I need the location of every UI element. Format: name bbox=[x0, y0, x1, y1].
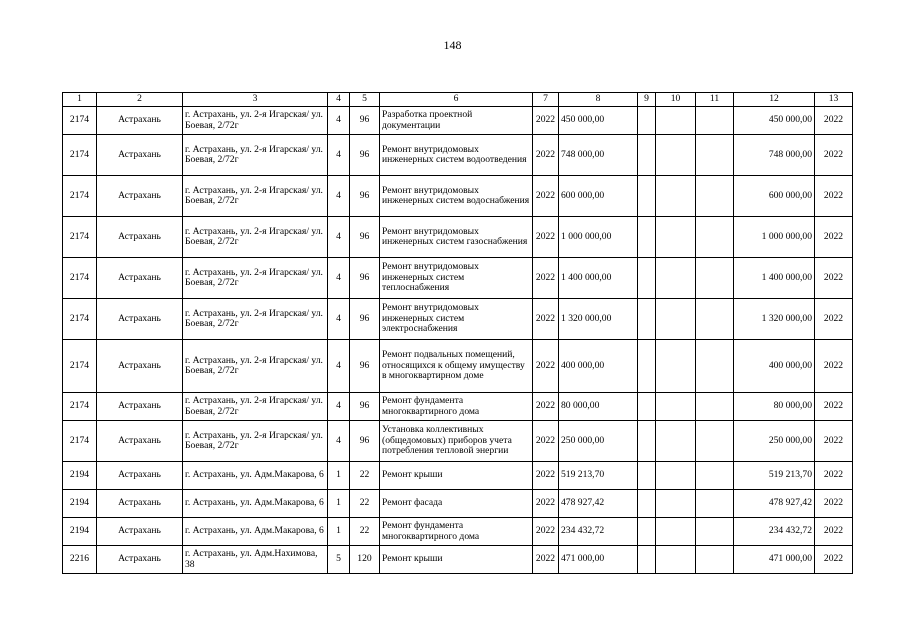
total-cost-cell: 234 432,72 bbox=[559, 518, 638, 546]
column-10-cell bbox=[656, 518, 696, 546]
floors-cell: 4 bbox=[328, 176, 350, 217]
total-cost-cell: 450 000,00 bbox=[559, 107, 638, 135]
floors-cell: 4 bbox=[328, 217, 350, 258]
column-11-cell bbox=[696, 258, 734, 299]
year-cell: 2022 bbox=[533, 299, 559, 340]
address-cell: г. Астрахань, ул. Адм.Макарова, 6 bbox=[183, 490, 328, 518]
column-9-cell bbox=[638, 490, 656, 518]
completion-year-cell: 2022 bbox=[815, 462, 853, 490]
table-row bbox=[63, 176, 853, 217]
floors-cell: 1 bbox=[328, 518, 350, 546]
object-id-cell: 2174 bbox=[63, 135, 97, 176]
city-cell: Астрахань bbox=[97, 258, 183, 299]
funding-cell: 478 927,42 bbox=[734, 490, 815, 518]
address-cell: г. Астрахань, ул. Адм.Нахимова, 38 bbox=[183, 546, 328, 574]
city-cell: Астрахань bbox=[97, 462, 183, 490]
floors-cell: 4 bbox=[328, 299, 350, 340]
column-header: 3 bbox=[183, 93, 328, 107]
address-cell: г. Астрахань, ул. 2-я Игарская/ ул. Боевая, 2/72г bbox=[183, 421, 328, 462]
column-header: 2 bbox=[97, 93, 183, 107]
page-number: 148 bbox=[443, 38, 462, 52]
repair-schedule-table bbox=[62, 92, 853, 574]
column-11-cell bbox=[696, 107, 734, 135]
object-id-cell: 2174 bbox=[63, 217, 97, 258]
column-11-cell bbox=[696, 546, 734, 574]
floors-cell: 4 bbox=[328, 393, 350, 421]
total-cost-cell: 748 000,00 bbox=[559, 135, 638, 176]
funding-cell: 1 000 000,00 bbox=[734, 217, 815, 258]
column-10-cell bbox=[656, 393, 696, 421]
column-10-cell bbox=[656, 490, 696, 518]
object-id-cell: 2194 bbox=[63, 462, 97, 490]
table-row bbox=[63, 107, 853, 135]
completion-year-cell: 2022 bbox=[815, 176, 853, 217]
apartments-cell: 96 bbox=[350, 340, 380, 393]
apartments-cell: 96 bbox=[350, 176, 380, 217]
floors-cell: 4 bbox=[328, 340, 350, 393]
column-header: 8 bbox=[559, 93, 638, 107]
column-10-cell bbox=[656, 217, 696, 258]
completion-year-cell: 2022 bbox=[815, 546, 853, 574]
column-9-cell bbox=[638, 299, 656, 340]
total-cost-cell: 1 000 000,00 bbox=[559, 217, 638, 258]
completion-year-cell: 2022 bbox=[815, 217, 853, 258]
completion-year-cell: 2022 bbox=[815, 340, 853, 393]
completion-year-cell: 2022 bbox=[815, 393, 853, 421]
work-type-cell: Ремонт фундамента многоквартирного дома bbox=[380, 518, 533, 546]
work-type-cell: Ремонт внутридомовых инженерных систем газоснабжения bbox=[380, 217, 533, 258]
apartments-cell: 96 bbox=[350, 258, 380, 299]
address-cell: г. Астрахань, ул. 2-я Игарская/ ул. Боевая, 2/72г bbox=[183, 393, 328, 421]
table-row bbox=[63, 490, 853, 518]
year-cell: 2022 bbox=[533, 518, 559, 546]
funding-cell: 80 000,00 bbox=[734, 393, 815, 421]
column-10-cell bbox=[656, 421, 696, 462]
funding-cell: 450 000,00 bbox=[734, 107, 815, 135]
work-type-cell: Ремонт фундамента многоквартирного дома bbox=[380, 393, 533, 421]
total-cost-cell: 1 400 000,00 bbox=[559, 258, 638, 299]
column-9-cell bbox=[638, 135, 656, 176]
table-row bbox=[63, 340, 853, 393]
apartments-cell: 96 bbox=[350, 421, 380, 462]
column-9-cell bbox=[638, 217, 656, 258]
floors-cell: 4 bbox=[328, 258, 350, 299]
address-cell: г. Астрахань, ул. 2-я Игарская/ ул. Боевая, 2/72г bbox=[183, 340, 328, 393]
column-9-cell bbox=[638, 462, 656, 490]
address-cell: г. Астрахань, ул. Адм.Макарова, 6 bbox=[183, 462, 328, 490]
funding-cell: 1 320 000,00 bbox=[734, 299, 815, 340]
completion-year-cell: 2022 bbox=[815, 107, 853, 135]
total-cost-cell: 1 320 000,00 bbox=[559, 299, 638, 340]
object-id-cell: 2174 bbox=[63, 299, 97, 340]
column-header: 5 bbox=[350, 93, 380, 107]
column-11-cell bbox=[696, 393, 734, 421]
column-11-cell bbox=[696, 340, 734, 393]
floors-cell: 4 bbox=[328, 107, 350, 135]
year-cell: 2022 bbox=[533, 462, 559, 490]
column-10-cell bbox=[656, 462, 696, 490]
city-cell: Астрахань bbox=[97, 393, 183, 421]
completion-year-cell: 2022 bbox=[815, 421, 853, 462]
column-11-cell bbox=[696, 299, 734, 340]
object-id-cell: 2174 bbox=[63, 340, 97, 393]
column-header: 6 bbox=[380, 93, 533, 107]
column-10-cell bbox=[656, 258, 696, 299]
city-cell: Астрахань bbox=[97, 421, 183, 462]
object-id-cell: 2174 bbox=[63, 176, 97, 217]
apartments-cell: 120 bbox=[350, 546, 380, 574]
column-10-cell bbox=[656, 299, 696, 340]
address-cell: г. Астрахань, ул. 2-я Игарская/ ул. Боевая, 2/72г bbox=[183, 217, 328, 258]
work-type-cell: Ремонт внутридомовых инженерных систем теплоснабжения bbox=[380, 258, 533, 299]
funding-cell: 748 000,00 bbox=[734, 135, 815, 176]
funding-cell: 600 000,00 bbox=[734, 176, 815, 217]
funding-cell: 400 000,00 bbox=[734, 340, 815, 393]
total-cost-cell: 600 000,00 bbox=[559, 176, 638, 217]
total-cost-cell: 80 000,00 bbox=[559, 393, 638, 421]
apartments-cell: 22 bbox=[350, 518, 380, 546]
column-11-cell bbox=[696, 135, 734, 176]
object-id-cell: 2174 bbox=[63, 107, 97, 135]
apartments-cell: 22 bbox=[350, 490, 380, 518]
total-cost-cell: 250 000,00 bbox=[559, 421, 638, 462]
address-cell: г. Астрахань, ул. 2-я Игарская/ ул. Боевая, 2/72г bbox=[183, 135, 328, 176]
column-header: 12 bbox=[734, 93, 815, 107]
city-cell: Астрахань bbox=[97, 135, 183, 176]
funding-cell: 471 000,00 bbox=[734, 546, 815, 574]
column-9-cell bbox=[638, 107, 656, 135]
total-cost-cell: 478 927,42 bbox=[559, 490, 638, 518]
year-cell: 2022 bbox=[533, 258, 559, 299]
floors-cell: 1 bbox=[328, 490, 350, 518]
address-cell: г. Астрахань, ул. 2-я Игарская/ ул. Боевая, 2/72г bbox=[183, 107, 328, 135]
object-id-cell: 2174 bbox=[63, 258, 97, 299]
address-cell: г. Астрахань, ул. 2-я Игарская/ ул. Боевая, 2/72г bbox=[183, 258, 328, 299]
column-header: 1 bbox=[63, 93, 97, 107]
apartments-cell: 96 bbox=[350, 107, 380, 135]
column-11-cell bbox=[696, 421, 734, 462]
column-9-cell bbox=[638, 546, 656, 574]
column-9-cell bbox=[638, 340, 656, 393]
column-11-cell bbox=[696, 490, 734, 518]
total-cost-cell: 519 213,70 bbox=[559, 462, 638, 490]
object-id-cell: 2194 bbox=[63, 490, 97, 518]
column-10-cell bbox=[656, 176, 696, 217]
work-type-cell: Ремонт крыши bbox=[380, 462, 533, 490]
table-row bbox=[63, 217, 853, 258]
object-id-cell: 2216 bbox=[63, 546, 97, 574]
work-type-cell: Разработка проектной документации bbox=[380, 107, 533, 135]
total-cost-cell: 400 000,00 bbox=[559, 340, 638, 393]
city-cell: Астрахань bbox=[97, 546, 183, 574]
completion-year-cell: 2022 bbox=[815, 299, 853, 340]
floors-cell: 4 bbox=[328, 135, 350, 176]
table-row bbox=[63, 462, 853, 490]
address-cell: г. Астрахань, ул. Адм.Макарова, 6 bbox=[183, 518, 328, 546]
column-number-row bbox=[63, 93, 853, 107]
column-header: 13 bbox=[815, 93, 853, 107]
work-type-cell: Ремонт подвальных помещений, относящихся к общему имуществу в многоквартирном доме bbox=[380, 340, 533, 393]
column-10-cell bbox=[656, 340, 696, 393]
column-9-cell bbox=[638, 393, 656, 421]
column-header: 7 bbox=[533, 93, 559, 107]
year-cell: 2022 bbox=[533, 217, 559, 258]
completion-year-cell: 2022 bbox=[815, 258, 853, 299]
address-cell: г. Астрахань, ул. 2-я Игарская/ ул. Боевая, 2/72г bbox=[183, 299, 328, 340]
funding-cell: 250 000,00 bbox=[734, 421, 815, 462]
object-id-cell: 2174 bbox=[63, 393, 97, 421]
column-10-cell bbox=[656, 135, 696, 176]
column-9-cell bbox=[638, 421, 656, 462]
work-type-cell: Ремонт крыши bbox=[380, 546, 533, 574]
apartments-cell: 96 bbox=[350, 135, 380, 176]
completion-year-cell: 2022 bbox=[815, 135, 853, 176]
column-9-cell bbox=[638, 518, 656, 546]
city-cell: Астрахань bbox=[97, 340, 183, 393]
apartments-cell: 96 bbox=[350, 299, 380, 340]
city-cell: Астрахань bbox=[97, 107, 183, 135]
year-cell: 2022 bbox=[533, 393, 559, 421]
column-header: 4 bbox=[328, 93, 350, 107]
apartments-cell: 96 bbox=[350, 393, 380, 421]
address-cell: г. Астрахань, ул. 2-я Игарская/ ул. Боевая, 2/72г bbox=[183, 176, 328, 217]
city-cell: Астрахань bbox=[97, 490, 183, 518]
column-header: 11 bbox=[696, 93, 734, 107]
work-type-cell: Ремонт фасада bbox=[380, 490, 533, 518]
table-row bbox=[63, 546, 853, 574]
city-cell: Астрахань bbox=[97, 299, 183, 340]
completion-year-cell: 2022 bbox=[815, 518, 853, 546]
table-row bbox=[63, 393, 853, 421]
table-row bbox=[63, 135, 853, 176]
year-cell: 2022 bbox=[533, 340, 559, 393]
work-type-cell: Ремонт внутридомовых инженерных систем электроснабжения bbox=[380, 299, 533, 340]
column-11-cell bbox=[696, 462, 734, 490]
column-11-cell bbox=[696, 176, 734, 217]
table-row bbox=[63, 421, 853, 462]
year-cell: 2022 bbox=[533, 176, 559, 217]
column-header: 9 bbox=[638, 93, 656, 107]
apartments-cell: 22 bbox=[350, 462, 380, 490]
year-cell: 2022 bbox=[533, 135, 559, 176]
city-cell: Астрахань bbox=[97, 518, 183, 546]
city-cell: Астрахань bbox=[97, 217, 183, 258]
column-header: 10 bbox=[656, 93, 696, 107]
funding-cell: 1 400 000,00 bbox=[734, 258, 815, 299]
completion-year-cell: 2022 bbox=[815, 490, 853, 518]
column-10-cell bbox=[656, 107, 696, 135]
funding-cell: 234 432,72 bbox=[734, 518, 815, 546]
funding-cell: 519 213,70 bbox=[734, 462, 815, 490]
column-10-cell bbox=[656, 546, 696, 574]
object-id-cell: 2194 bbox=[63, 518, 97, 546]
year-cell: 2022 bbox=[533, 490, 559, 518]
table-row bbox=[63, 299, 853, 340]
year-cell: 2022 bbox=[533, 107, 559, 135]
column-11-cell bbox=[696, 217, 734, 258]
apartments-cell: 96 bbox=[350, 217, 380, 258]
object-id-cell: 2174 bbox=[63, 421, 97, 462]
floors-cell: 1 bbox=[328, 462, 350, 490]
column-11-cell bbox=[696, 518, 734, 546]
floors-cell: 5 bbox=[328, 546, 350, 574]
table-row bbox=[63, 258, 853, 299]
work-type-cell: Установка коллективных (общедомовых) приборов учета потребления тепловой энергии bbox=[380, 421, 533, 462]
table-row bbox=[63, 518, 853, 546]
city-cell: Астрахань bbox=[97, 176, 183, 217]
total-cost-cell: 471 000,00 bbox=[559, 546, 638, 574]
column-9-cell bbox=[638, 258, 656, 299]
year-cell: 2022 bbox=[533, 546, 559, 574]
work-type-cell: Ремонт внутридомовых инженерных систем водоснабжения bbox=[380, 176, 533, 217]
work-type-cell: Ремонт внутридомовых инженерных систем водоотведения bbox=[380, 135, 533, 176]
column-9-cell bbox=[638, 176, 656, 217]
floors-cell: 4 bbox=[328, 421, 350, 462]
year-cell: 2022 bbox=[533, 421, 559, 462]
